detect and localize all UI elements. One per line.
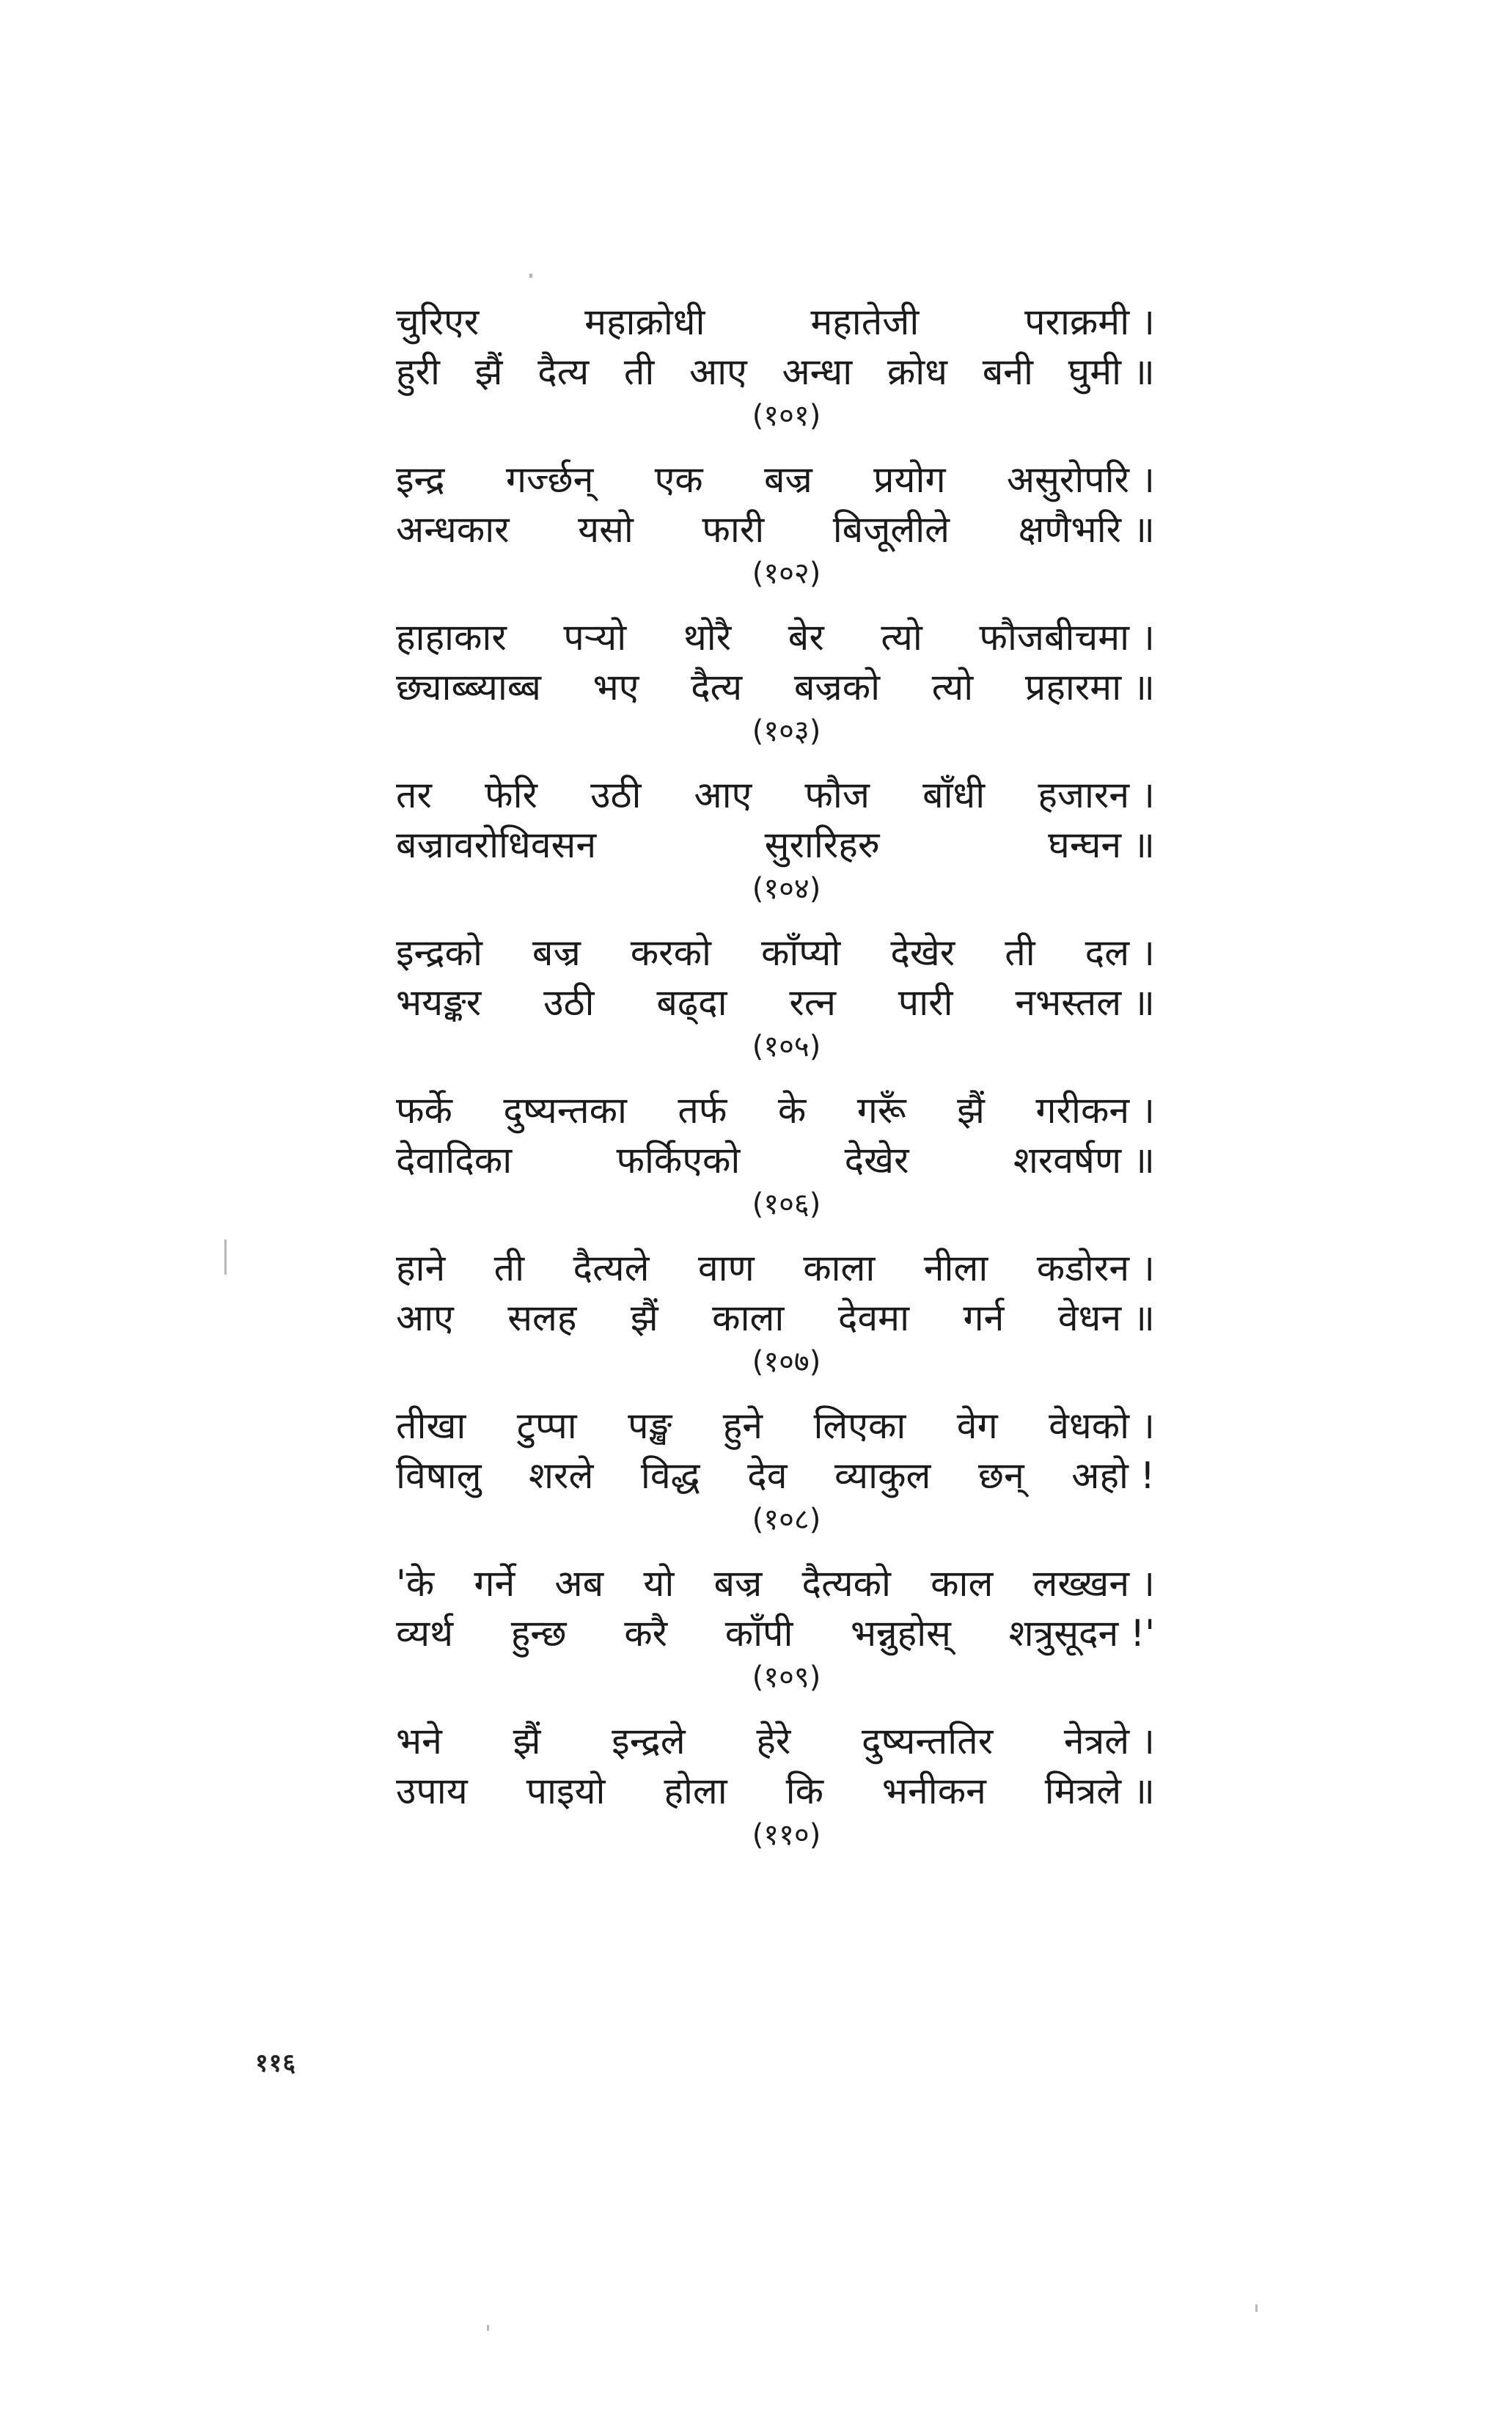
verse-word: दैत्य [537, 351, 590, 393]
verse-word: 'के [396, 1562, 435, 1605]
verse-word: दैत्यको [801, 1562, 891, 1605]
stanza [396, 455, 1155, 612]
verse-word: दैत्यले [573, 1247, 650, 1289]
verse-line [396, 455, 1155, 505]
verse-word: प्रयोग [873, 458, 946, 501]
verse-line [396, 297, 1155, 347]
verse-word: एक [654, 458, 703, 501]
verse-word: अब [554, 1562, 604, 1605]
verse-word: झैं [513, 1720, 541, 1762]
verse-word: बनी [982, 351, 1033, 393]
verse-word: इन्द्र [396, 458, 445, 501]
verse-word: देवमा [837, 1297, 910, 1339]
verse-word: काला [803, 1247, 876, 1289]
verse-word: उठी [543, 981, 595, 1024]
verse-word: दुष्यन्तका [503, 1089, 627, 1132]
verse-word: तर [396, 774, 432, 816]
verse-word: काला [712, 1297, 785, 1339]
scan-speck [1255, 2304, 1258, 2312]
verse-word: फौज [804, 774, 870, 816]
verse-word: छ्याब्ब्याब्ब [396, 666, 541, 708]
verse-word: त्यो [881, 616, 922, 659]
verse-line [396, 928, 1155, 978]
verse-word: शत्रुसूदन !' [1008, 1612, 1155, 1655]
verse-word: बिजूलीले [832, 508, 950, 551]
verse-word: यसो [578, 508, 634, 551]
verse-word: भयङ्कर [396, 981, 482, 1024]
verse-number: (१०९) [752, 1660, 821, 1694]
scan-speck [224, 1240, 227, 1275]
verse-word: तीखा [396, 1405, 466, 1447]
verse-word: बाँधी [922, 774, 986, 816]
verse-word: हुरी [396, 351, 440, 393]
verse-word: सुरारिहरु [764, 824, 880, 866]
verse-word: देखेर [890, 931, 955, 974]
verse-word: अहो ! [1071, 1454, 1155, 1497]
verse-word: गर्न [963, 1297, 1005, 1339]
verse-word: छन् [977, 1454, 1024, 1497]
verse-number: (१०१) [752, 399, 821, 433]
verse-word: दैत्य [691, 666, 743, 708]
verse-line [396, 1401, 1155, 1451]
verse-word: प्रहारमा ॥ [1024, 666, 1155, 708]
verse-word: अन्धा [782, 351, 853, 393]
verse-word: उठी [590, 774, 642, 816]
verse-word: झैं [630, 1297, 658, 1339]
stanza [396, 297, 1155, 455]
verse-word: इन्द्रको [396, 931, 482, 974]
verse-line [396, 662, 1155, 712]
verse-line [396, 1135, 1155, 1185]
verse-word: करै [624, 1612, 668, 1655]
verse-word: गर्ने [474, 1562, 515, 1605]
verse-word: उपाय [396, 1770, 468, 1812]
verse-line [396, 612, 1155, 662]
verse-word: आए [694, 774, 752, 816]
verse-word: पारी [898, 981, 953, 1024]
verse-word: व्याकुल [834, 1454, 931, 1497]
verse-line [396, 820, 1155, 870]
verse-word: हाने [396, 1247, 446, 1289]
verse-word: महातेजी [810, 301, 920, 343]
verse-number: (१०४) [752, 872, 821, 906]
verse-word: वाण [697, 1247, 755, 1289]
verse-word: ती [1005, 931, 1035, 974]
verse-word: अन्धकार [396, 508, 510, 551]
verse-word: काल [931, 1562, 994, 1605]
verse-word: भने [396, 1720, 442, 1762]
verse-word: महाक्रोधी [584, 301, 705, 343]
verse-word: हुने [722, 1405, 763, 1447]
verse-word: थोरै [683, 616, 732, 659]
verse-word: वेधन ॥ [1057, 1297, 1155, 1339]
verse-word: क्रोध [887, 351, 948, 393]
verse-word: के [777, 1089, 807, 1132]
verse-number: (१०७) [752, 1345, 821, 1379]
verse-word: झैं [957, 1089, 985, 1132]
verse-line [396, 1451, 1155, 1501]
verse-word: त्यो [931, 666, 974, 708]
verse-word: ती [493, 1247, 525, 1289]
verse-word: इन्द्रले [612, 1720, 686, 1762]
verse-word: दुष्यन्ततिर [862, 1720, 994, 1762]
verse-word: बज्रको [793, 666, 881, 708]
verse-word: तर्फ [678, 1089, 727, 1132]
verse-line [396, 1243, 1155, 1293]
verse-word: ती [623, 351, 655, 393]
verse-word: बज्रावरोधिवसन [396, 824, 597, 866]
verse-word: देखेर [844, 1139, 909, 1182]
verse-word: काँपी [724, 1612, 793, 1655]
verse-word: आए [689, 351, 747, 393]
verse-word: चुरिएर [396, 301, 480, 343]
verse-word: फारी [702, 508, 765, 551]
verse-number: (१०८) [752, 1503, 821, 1537]
verse-word: भन्नुहोस् [851, 1612, 951, 1655]
verse-word: क्षणैभरि ॥ [1018, 508, 1155, 551]
stanza [396, 1716, 1155, 1874]
verse-word: शरले [529, 1454, 594, 1497]
verse-line [396, 978, 1155, 1028]
verse-word: फर्के [396, 1089, 452, 1132]
stanza [396, 770, 1155, 928]
verse-word: घुमी ॥ [1068, 351, 1155, 393]
verse-word: कडोरन । [1036, 1247, 1155, 1289]
verse-word: आए [396, 1297, 454, 1339]
stanza [396, 1401, 1155, 1559]
verse-number: (१०६) [752, 1187, 821, 1221]
verse-word: असुरोपरि । [1006, 458, 1155, 501]
verse-word: पङ्ख [628, 1405, 672, 1447]
verse-line [396, 770, 1155, 820]
stanza [396, 1085, 1155, 1243]
verse-word: फौजबीचमा । [979, 616, 1155, 659]
verse-word: व्यर्थ [396, 1612, 454, 1655]
verse-word: लख्खन । [1032, 1562, 1155, 1605]
verse-word: भनीकन [881, 1770, 986, 1812]
verse-number: (१०३) [752, 714, 821, 748]
verse-word: टुप्पा [516, 1405, 577, 1447]
page-number: ११६ [255, 2048, 297, 2078]
verse-line [396, 347, 1155, 397]
verse-word: विषालु [396, 1454, 482, 1497]
verse-word: लिएका [813, 1405, 906, 1447]
verse-word: बेर [788, 616, 824, 659]
verse-line [396, 505, 1155, 554]
stanza [396, 612, 1155, 770]
verse-word: फर्किएको [616, 1139, 741, 1182]
verse-word: हेरे [756, 1720, 791, 1762]
stanza [396, 1559, 1155, 1716]
verse-number: (१०५) [752, 1030, 821, 1063]
verse-word: नभस्तल ॥ [1015, 981, 1155, 1024]
scan-speck [529, 274, 532, 278]
verse-word: करको [630, 931, 711, 974]
verse-word: हजारन । [1038, 774, 1155, 816]
verse-word: मित्रले ॥ [1044, 1770, 1155, 1812]
scan-speck [487, 2325, 489, 2331]
verse-word: गरूँ [856, 1089, 906, 1132]
verse-word: दल । [1085, 931, 1155, 974]
verse-word: होला [664, 1770, 727, 1812]
verse-word: बज्र [532, 931, 581, 974]
verse-word: गरीकन । [1035, 1089, 1155, 1132]
verse-line [396, 1559, 1155, 1608]
verse-word: नीला [923, 1247, 988, 1289]
verse-word: सलह [507, 1297, 577, 1339]
verse-word: देवादिका [396, 1139, 513, 1182]
verse-word: नेत्रले । [1063, 1720, 1155, 1762]
verse-word: काँप्यो [760, 931, 841, 974]
verse-word: पाइयो [526, 1770, 606, 1812]
verse-number: (११०) [752, 1818, 821, 1852]
stanza [396, 1243, 1155, 1401]
verse-word: विद्ध [640, 1454, 700, 1497]
verse-word: पराक्रमी । [1024, 301, 1155, 343]
poem-body [396, 297, 1155, 1874]
verse-word: हाहाकार [396, 616, 507, 659]
verse-line [396, 1293, 1155, 1343]
stanza [396, 928, 1155, 1085]
verse-line [396, 1085, 1155, 1135]
verse-word: गर्ज्छन् [505, 458, 594, 501]
verse-line [396, 1766, 1155, 1816]
verse-line [396, 1716, 1155, 1766]
verse-word: बज्र [713, 1562, 763, 1605]
verse-word: झैं [474, 351, 503, 393]
verse-word: घन्घन ॥ [1048, 824, 1155, 866]
verse-line [396, 1608, 1155, 1658]
verse-word: देव [747, 1454, 788, 1497]
verse-number: (१०२) [752, 557, 821, 590]
verse-word: रत्न [789, 981, 836, 1024]
verse-word: भए [592, 666, 639, 708]
verse-word: पर्‍यो [563, 616, 627, 659]
verse-word: बज्र [763, 458, 812, 501]
verse-word: बढ्दा [656, 981, 727, 1024]
verse-word: कि [785, 1770, 823, 1812]
verse-word: वेधको । [1049, 1405, 1155, 1447]
verse-word: यो [643, 1562, 675, 1605]
verse-word: फेरि [485, 774, 537, 816]
verse-word: वेग [956, 1405, 998, 1447]
verse-word: शरवर्षण ॥ [1013, 1139, 1155, 1182]
verse-word: हुन्छ [510, 1612, 567, 1655]
